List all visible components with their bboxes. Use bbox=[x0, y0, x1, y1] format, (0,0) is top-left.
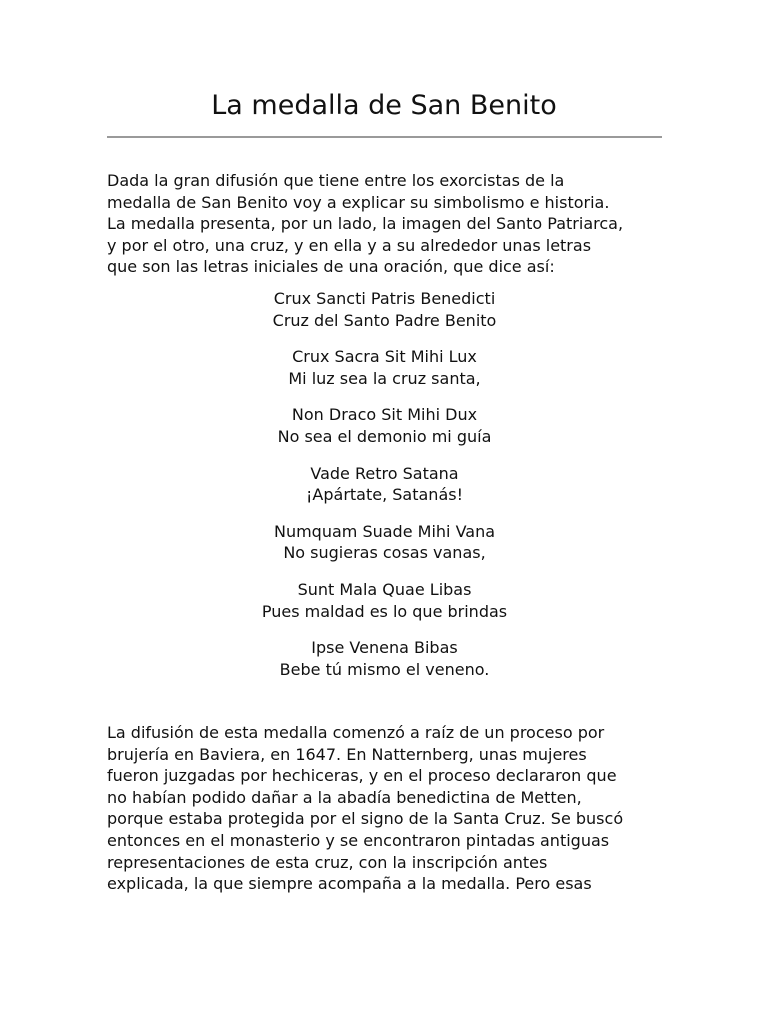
prayer-verses bbox=[107, 288, 662, 695]
verse-spanish: Pues maldad es lo que brindas bbox=[261, 601, 508, 621]
verse-pair bbox=[107, 404, 662, 447]
verse-spanish: Cruz del Santo Padre Benito bbox=[272, 310, 497, 330]
verse-spanish: ¡Apártate, Satanás! bbox=[306, 485, 463, 505]
verse-latin: Crux Sancti Patris Benedicti bbox=[273, 289, 496, 308]
verse-spanish: No sugieras cosas vanas, bbox=[283, 543, 486, 563]
verse-latin: Non Draco Sit Mihi Dux bbox=[291, 405, 478, 425]
closing-paragraph: La difusión de esta medalla comenzó a raíz de un proceso por brujería en Baviera, en 1647. En Natternberg, unas mujeres fueron juzgadas por hechiceras, y en el proceso declararon que no habían podido dañar a la abadía benedictina de Metten, porque estaba protegida por el signo de la Santa Cruz. Se buscó entonces en el monasterio y se encontraron pintadas antiguas representaciones de esta cruz, con la inscripción antes explicada, la que siempre acompaña a la medalla. Pero esas bbox=[107, 723, 624, 894]
verse-pair bbox=[107, 463, 662, 506]
verse-latin: Numquam Suade Mihi Vana bbox=[273, 521, 496, 541]
verse-latin: Vade Retro Satana bbox=[310, 463, 459, 483]
intro-paragraph: Dada la gran difusión que tiene entre los exorcistas de la medalla de San Benito voy a explicar su simbolismo e historia. La medalla presenta, por un lado, la imagen del Santo Patriarca, y por el otro, una cruz, y en ella y a su alrededor unas letras que son las letras iniciales de una oración, que dice así: bbox=[107, 171, 624, 277]
verse-latin: Sunt Mala Quae Libas bbox=[297, 579, 472, 599]
verse-pair bbox=[107, 346, 662, 389]
title-divider bbox=[107, 136, 662, 138]
verse-spanish: Mi luz sea la cruz santa, bbox=[288, 368, 481, 388]
verse-pair bbox=[107, 579, 662, 622]
verse-spanish: No sea el demonio mi guía bbox=[277, 426, 492, 446]
verse-pair bbox=[107, 637, 662, 680]
verse-spanish: Bebe tú mismo el veneno. bbox=[279, 659, 490, 679]
page-title: La medalla de San Benito bbox=[211, 90, 557, 121]
verse-pair bbox=[107, 521, 662, 564]
verse-latin: Ipse Venena Bibas bbox=[311, 638, 458, 658]
verse-pair bbox=[107, 288, 662, 331]
verse-latin: Crux Sacra Sit Mihi Lux bbox=[292, 347, 477, 367]
